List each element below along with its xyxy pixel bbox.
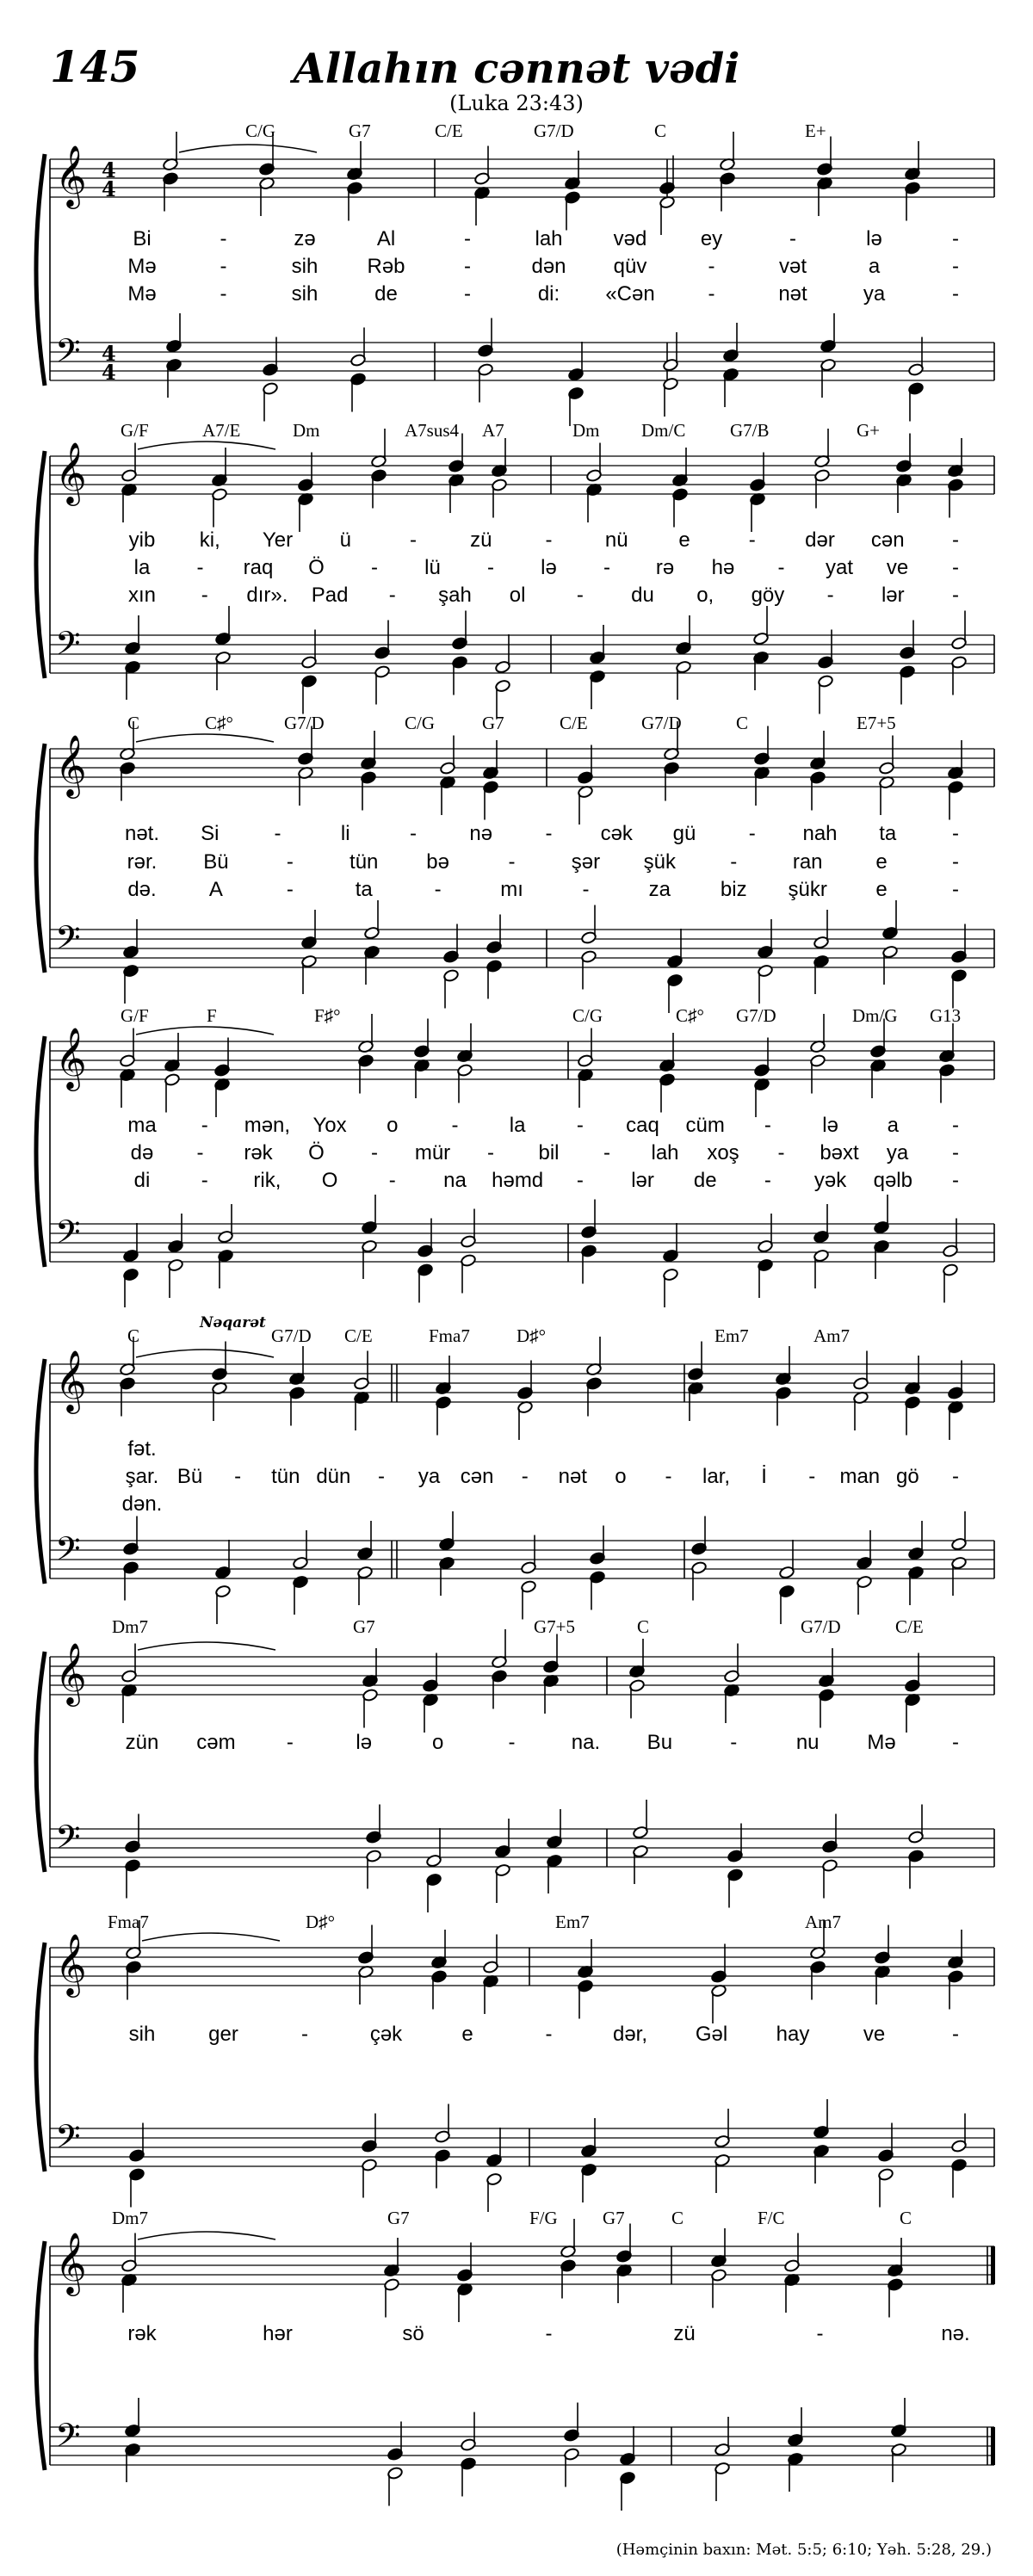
lyric-syllable: şar. — [125, 1465, 159, 1488]
lyric-syllable: na. — [571, 1731, 601, 1754]
treble-clef-icon: 𝄞 — [55, 1349, 87, 1412]
lyric-syllable: rik, — [253, 1169, 281, 1192]
lyric-syllable: - — [464, 255, 471, 278]
chord-symbol: G7/D — [641, 713, 682, 733]
lyric-syllable: - — [508, 850, 516, 874]
lyric-syllable: - — [451, 1114, 459, 1137]
chord-symbol: Em7 — [555, 1912, 590, 1932]
lyric-syllable: yat — [825, 556, 854, 579]
lyric-syllable: - — [286, 850, 294, 874]
lyric-syllable: - — [582, 878, 590, 901]
time-signature-numerator: 4 — [102, 158, 116, 182]
lyric-syllable: qüv — [613, 255, 647, 278]
chord-symbol: A7/E — [202, 420, 241, 441]
chord-symbol: G7 — [349, 120, 371, 141]
lyric-syllable: ran — [792, 850, 823, 874]
lyric-syllable: xoş — [707, 1141, 739, 1164]
lyric-syllable: - — [748, 822, 756, 845]
lyric-syllable: Mə — [127, 255, 157, 278]
bass-clef-icon: 𝄢 — [55, 1213, 81, 1259]
lyric-syllable: sih — [128, 2023, 156, 2046]
lyric-syllable: lar, — [702, 1465, 731, 1488]
lyric-syllable: Gəl — [695, 2023, 728, 2046]
lyric-syllable: zü — [470, 528, 492, 552]
lyric-syllable: - — [952, 1141, 959, 1164]
chord-symbol: C/E — [895, 1616, 924, 1637]
lyric-syllable: - — [952, 556, 959, 579]
lyric-syllable: ta — [879, 822, 897, 845]
lyric-syllable: - — [952, 584, 959, 607]
lyric-syllable: - — [410, 822, 417, 845]
lyric-syllable: cən — [460, 1465, 494, 1488]
lyric-syllable: - — [826, 584, 834, 607]
lyric-syllable: nah — [802, 822, 838, 845]
lyric-syllable: Mə — [127, 282, 157, 306]
lyric-syllable: hər — [263, 2322, 293, 2345]
chord-symbol: C/G — [245, 120, 276, 141]
lyric-syllable: «Cən — [605, 282, 655, 306]
see-also-footnote: (Həmçinin baxın: Mət. 5:5; 6:10; Yəh. 5:28, 29.) — [615, 2541, 992, 2559]
lyric-syllable: şükr — [788, 878, 827, 901]
lyric-syllable: - — [952, 1465, 959, 1488]
lyric-syllable: de — [693, 1169, 717, 1192]
lyric-syllable: yib — [128, 528, 156, 552]
lyric-syllable: o — [431, 1731, 444, 1754]
lyric-syllable: ve — [886, 556, 909, 579]
lyric-syllable: - — [777, 556, 785, 579]
lyric-syllable: - — [301, 2023, 308, 2046]
lyric-syllable: - — [487, 556, 494, 579]
lyric-syllable: - — [545, 822, 553, 845]
lyric-syllable: bə — [426, 850, 449, 874]
lyric-syllable: lü — [424, 556, 441, 579]
lyric-syllable: ma — [127, 1114, 157, 1137]
chord-symbol: F♯° — [314, 1005, 341, 1026]
lyric-syllable: lə — [541, 556, 557, 579]
lyric-syllable: ya — [418, 1465, 441, 1488]
lyric-syllable: - — [201, 1169, 208, 1192]
lyric-syllable: Si — [201, 822, 220, 845]
treble-clef-icon: 𝄞 — [55, 1932, 87, 1995]
lyric-syllable: - — [508, 1731, 516, 1754]
chord-symbol: G/F — [121, 420, 149, 441]
lyric-syllable: - — [545, 528, 553, 552]
chord-symbol: D♯° — [306, 1912, 336, 1932]
bass-clef-icon: 𝄢 — [55, 2117, 81, 2164]
lyric-syllable: ta — [355, 878, 373, 901]
treble-clef-icon: 𝄞 — [55, 733, 87, 796]
chord-symbol: C — [637, 1616, 650, 1637]
lyric-syllable: dən — [531, 255, 566, 278]
lyric-syllable: çək — [369, 2023, 403, 2046]
lyric-syllable: zün — [125, 1731, 159, 1754]
lyric-syllable: o — [615, 1465, 627, 1488]
chord-symbol: F/C — [758, 2208, 785, 2228]
lyric-syllable: di — [133, 1169, 151, 1192]
lyric-syllable: - — [952, 1169, 959, 1192]
chord-symbol: E+ — [805, 120, 826, 141]
chord-symbol: E7+5 — [857, 713, 896, 733]
lyric-syllable: - — [730, 850, 738, 874]
lyric-syllable: - — [201, 1114, 208, 1137]
lyric-syllable: rək — [127, 2322, 157, 2345]
lyric-syllable: - — [196, 1141, 204, 1164]
time-signature-denominator: 4 — [102, 176, 116, 201]
lyric-syllable: - — [220, 255, 227, 278]
lyric-syllable: Bü — [176, 1465, 203, 1488]
lyric-syllable: Ö — [308, 556, 325, 579]
lyric-syllable: du — [631, 584, 654, 607]
lyric-syllable: mı — [500, 878, 523, 901]
chord-symbol: C/G — [405, 713, 436, 733]
lyric-syllable: nu — [795, 1731, 820, 1754]
treble-clef-icon: 𝄞 — [55, 1026, 87, 1089]
lyric-syllable: raq — [243, 556, 274, 579]
lyric-syllable: de — [374, 282, 398, 306]
lyric-syllable: göy — [751, 584, 785, 607]
lyric-syllable: İ — [761, 1465, 767, 1488]
lyric-syllable: yək — [813, 1169, 847, 1192]
chord-symbol: Fma7 — [108, 1912, 149, 1932]
lyric-syllable: e — [875, 878, 888, 901]
lyric-syllable: fət. — [127, 1437, 157, 1461]
lyric-syllable: o — [387, 1114, 399, 1137]
lyric-syllable: - — [789, 227, 796, 250]
lyric-syllable: - — [708, 255, 715, 278]
lyric-syllable: - — [371, 1141, 378, 1164]
lyric-syllable: - — [576, 1114, 584, 1137]
bass-clef-icon: 𝄢 — [55, 2416, 81, 2462]
lyric-syllable: za — [648, 878, 671, 901]
lyric-syllable: a — [868, 255, 881, 278]
chord-symbol: G7/D — [801, 1616, 841, 1637]
lyric-syllable: xın — [127, 584, 157, 607]
chord-symbol: C — [654, 120, 667, 141]
lyric-syllable: lə — [866, 227, 882, 250]
lyric-syllable: bəxt — [820, 1141, 859, 1164]
lyric-syllable: tün — [271, 1465, 300, 1488]
lyric-syllable: ki, — [199, 528, 220, 552]
lyric-syllable: də. — [127, 878, 157, 901]
bass-clef-icon: 𝄢 — [55, 624, 81, 670]
lyric-syllable: - — [952, 528, 959, 552]
lyric-syllable: lah — [535, 227, 563, 250]
lyric-syllable: dər — [805, 528, 835, 552]
lyric-syllable: caq — [626, 1114, 659, 1137]
chord-symbol: A7sus4 — [405, 420, 460, 441]
lyric-syllable: e — [678, 528, 690, 552]
chord-symbol: G7 — [603, 2208, 625, 2228]
lyric-syllable: Bü — [203, 850, 229, 874]
lyric-syllable: Yox — [312, 1114, 347, 1137]
lyric-syllable: - — [545, 2023, 553, 2046]
lyric-syllable: həmd — [492, 1169, 544, 1192]
lyric-syllable: - — [410, 528, 417, 552]
lyric-syllable: cək — [600, 822, 633, 845]
lyric-syllable: - — [952, 255, 959, 278]
lyric-syllable: - — [286, 1731, 294, 1754]
lyric-syllable: dər, — [612, 2023, 648, 2046]
lyric-syllable: ya — [863, 282, 886, 306]
lyric-syllable: Pad — [311, 584, 349, 607]
chord-symbol: G13 — [930, 1005, 962, 1026]
lyric-syllable: - — [377, 1465, 385, 1488]
lyric-syllable: Mə — [867, 1731, 896, 1754]
chord-symbol: G7/D — [284, 713, 325, 733]
lyric-syllable: ol — [509, 584, 526, 607]
lyric-syllable: - — [603, 1141, 610, 1164]
chord-symbol: G7/B — [730, 420, 770, 441]
chord-symbol: G7/D — [534, 120, 574, 141]
treble-clef-icon: 𝄞 — [55, 2231, 87, 2294]
lyric-syllable: - — [464, 227, 471, 250]
lyric-syllable: A — [208, 878, 223, 901]
lyric-syllable: - — [603, 556, 610, 579]
lyric-syllable: - — [576, 1169, 584, 1192]
lyric-syllable: zü — [673, 2322, 696, 2345]
lyric-syllable: la — [509, 1114, 526, 1137]
chord-symbol: G7 — [353, 1616, 375, 1637]
lyric-syllable: ey — [700, 227, 723, 250]
lyric-syllable: a — [887, 1114, 899, 1137]
lyric-syllable: lah — [651, 1141, 679, 1164]
lyric-syllable: sih — [291, 282, 319, 306]
treble-clef-icon: 𝄞 — [55, 1641, 87, 1704]
lyric-syllable: şük — [643, 850, 677, 874]
lyric-syllable: - — [286, 878, 294, 901]
lyric-syllable: - — [952, 1114, 959, 1137]
lyric-syllable: zə — [294, 227, 316, 250]
chord-symbol: C — [736, 713, 749, 733]
lyric-syllable: Bu — [646, 1731, 673, 1754]
chord-symbol: G7 — [387, 2208, 410, 2228]
lyric-syllable: qəlb — [873, 1169, 912, 1192]
lyric-syllable: Al — [376, 227, 396, 250]
chord-symbol: C — [671, 2208, 684, 2228]
lyric-syllable: - — [764, 1169, 771, 1192]
lyric-syllable: - — [808, 1465, 816, 1488]
time-signature-numerator: 4 — [102, 341, 116, 366]
lyric-syllable: ger — [208, 2023, 238, 2046]
chord-symbol: C/E — [560, 713, 588, 733]
lyric-syllable: lər — [631, 1169, 654, 1192]
refrain-label: Nəqarət — [200, 1314, 266, 1331]
chord-symbol: A7 — [482, 420, 504, 441]
chord-symbol: D♯° — [516, 1325, 547, 1346]
lyric-syllable: biz — [720, 878, 747, 901]
lyric-syllable: rə — [655, 556, 675, 579]
lyric-syllable: - — [545, 2322, 553, 2345]
chord-symbol: C — [127, 713, 140, 733]
lyric-syllable: e — [875, 850, 888, 874]
chord-symbol: G+ — [857, 420, 881, 441]
lyric-syllable: - — [730, 1731, 738, 1754]
lyric-syllable: hə — [711, 556, 735, 579]
lyric-syllable: - — [388, 1169, 396, 1192]
chord-symbol: Dm — [572, 420, 600, 441]
chord-symbol: Dm7 — [112, 2208, 148, 2228]
chord-symbol: G/F — [121, 1005, 149, 1026]
lyric-syllable: - — [234, 1465, 242, 1488]
lyric-syllable: di: — [537, 282, 560, 306]
lyric-syllable: - — [201, 584, 208, 607]
treble-clef-icon: 𝄞 — [55, 144, 87, 207]
chord-symbol: G7 — [482, 713, 504, 733]
lyric-syllable: nə. — [941, 2322, 970, 2345]
bass-clef-icon: 𝄢 — [55, 918, 81, 965]
chord-symbol: Dm/G — [852, 1005, 898, 1026]
lyric-syllable: gö — [896, 1465, 919, 1488]
chord-symbol: C — [900, 2208, 912, 2228]
lyric-syllable: - — [816, 2322, 824, 2345]
lyric-syllable: - — [220, 282, 227, 306]
bass-clef-icon: 𝄢 — [55, 1529, 81, 1576]
lyric-syllable: - — [196, 556, 204, 579]
chord-symbol: C — [127, 1325, 140, 1346]
time-signature-denominator: 4 — [102, 360, 116, 385]
lyric-syllable: - — [371, 556, 378, 579]
chord-symbol: G7/D — [736, 1005, 776, 1026]
lyric-syllable: şər — [571, 850, 601, 874]
lyric-syllable: O — [321, 1169, 338, 1192]
lyric-syllable: na — [443, 1169, 467, 1192]
chord-symbol: C/E — [435, 120, 463, 141]
lyric-syllable: gü — [672, 822, 696, 845]
lyric-syllable: - — [764, 1114, 771, 1137]
lyric-syllable: nət — [778, 282, 807, 306]
lyric-syllable: - — [487, 1141, 494, 1164]
chord-symbol: Am7 — [813, 1325, 850, 1346]
bass-clef-icon: 𝄢 — [55, 331, 81, 378]
lyric-syllable: mür — [414, 1141, 451, 1164]
chord-symbol: C♯° — [205, 713, 233, 733]
lyric-syllable: - — [521, 1465, 529, 1488]
lyric-syllable: e — [461, 2023, 473, 2046]
scripture-reference: (Luka 23:43) — [449, 91, 584, 115]
chord-symbol: Am7 — [805, 1912, 841, 1932]
hymn-number: 145 — [50, 41, 140, 92]
hymn-title: Allahın cənnət vədi — [293, 45, 740, 93]
chord-symbol: C/G — [572, 1005, 603, 1026]
lyric-syllable: - — [952, 1731, 959, 1754]
lyric-syllable: Yer — [262, 528, 294, 552]
lyric-syllable: mən, — [244, 1114, 291, 1137]
chord-symbol: C♯° — [676, 1005, 704, 1026]
lyric-syllable: dən. — [121, 1492, 163, 1516]
lyric-syllable: - — [274, 822, 281, 845]
lyric-syllable: dır». — [246, 584, 288, 607]
chord-symbol: Fma7 — [429, 1325, 470, 1346]
bass-clef-icon: 𝄢 — [55, 1818, 81, 1864]
lyric-syllable: Rəb — [367, 255, 405, 278]
lyric-syllable: - — [952, 227, 959, 250]
lyric-syllable: - — [665, 1465, 672, 1488]
lyric-syllable: lə — [356, 1731, 373, 1754]
lyric-syllable: dün — [316, 1465, 351, 1488]
lyric-syllable: lər — [881, 584, 905, 607]
chord-symbol: Em7 — [714, 1325, 749, 1346]
lyric-syllable: vət — [778, 255, 807, 278]
lyric-syllable: ve — [863, 2023, 886, 2046]
lyric-syllable: də — [130, 1141, 154, 1164]
lyric-syllable: - — [952, 878, 959, 901]
lyric-syllable: - — [464, 282, 471, 306]
lyric-syllable: bil — [538, 1141, 560, 1164]
lyric-syllable: la — [133, 556, 151, 579]
lyric-syllable: cən — [870, 528, 905, 552]
treble-clef-icon: 𝄞 — [55, 441, 87, 503]
lyric-syllable: nət — [558, 1465, 587, 1488]
chord-symbol: Dm — [293, 420, 320, 441]
lyric-syllable: Bi — [133, 227, 152, 250]
lyric-syllable: nü — [604, 528, 628, 552]
lyric-syllable: li — [340, 822, 350, 845]
lyric-syllable: şah — [438, 584, 472, 607]
lyric-syllable: rər. — [127, 850, 158, 874]
lyric-syllable: - — [952, 282, 959, 306]
lyric-syllable: sö — [402, 2322, 424, 2345]
lyric-syllable: - — [220, 227, 227, 250]
chord-symbol: F — [207, 1005, 217, 1026]
chord-symbol: F/G — [529, 2208, 558, 2228]
chord-symbol: G7/D — [271, 1325, 312, 1346]
lyric-syllable: rək — [244, 1141, 273, 1164]
lyric-syllable: - — [952, 850, 959, 874]
lyric-syllable: - — [388, 584, 396, 607]
lyric-syllable: vəd — [613, 227, 647, 250]
lyric-syllable: nə — [469, 822, 493, 845]
chord-symbol: Dm/C — [641, 420, 686, 441]
lyric-syllable: o, — [696, 584, 714, 607]
lyric-syllable: man — [839, 1465, 881, 1488]
lyric-syllable: cüm — [685, 1114, 725, 1137]
lyric-syllable: tün — [349, 850, 379, 874]
lyric-syllable: lə — [822, 1114, 838, 1137]
lyric-syllable: - — [434, 878, 442, 901]
lyric-syllable: - — [952, 822, 959, 845]
lyric-syllable: - — [576, 584, 584, 607]
lyric-syllable: cəm — [196, 1731, 236, 1754]
chord-symbol: G7+5 — [534, 1616, 576, 1637]
lyric-syllable: Ö — [308, 1141, 325, 1164]
chord-symbol: Dm7 — [112, 1616, 148, 1637]
lyric-syllable: hay — [776, 2023, 810, 2046]
lyric-syllable: - — [952, 2023, 959, 2046]
lyric-syllable: sih — [291, 255, 319, 278]
lyric-syllable: ü — [339, 528, 351, 552]
lyric-syllable: - — [777, 1141, 785, 1164]
lyric-syllable: - — [748, 528, 756, 552]
lyric-syllable: nət. — [124, 822, 160, 845]
lyric-syllable: ya — [886, 1141, 909, 1164]
lyric-syllable: - — [708, 282, 715, 306]
chord-symbol: C/E — [344, 1325, 373, 1346]
